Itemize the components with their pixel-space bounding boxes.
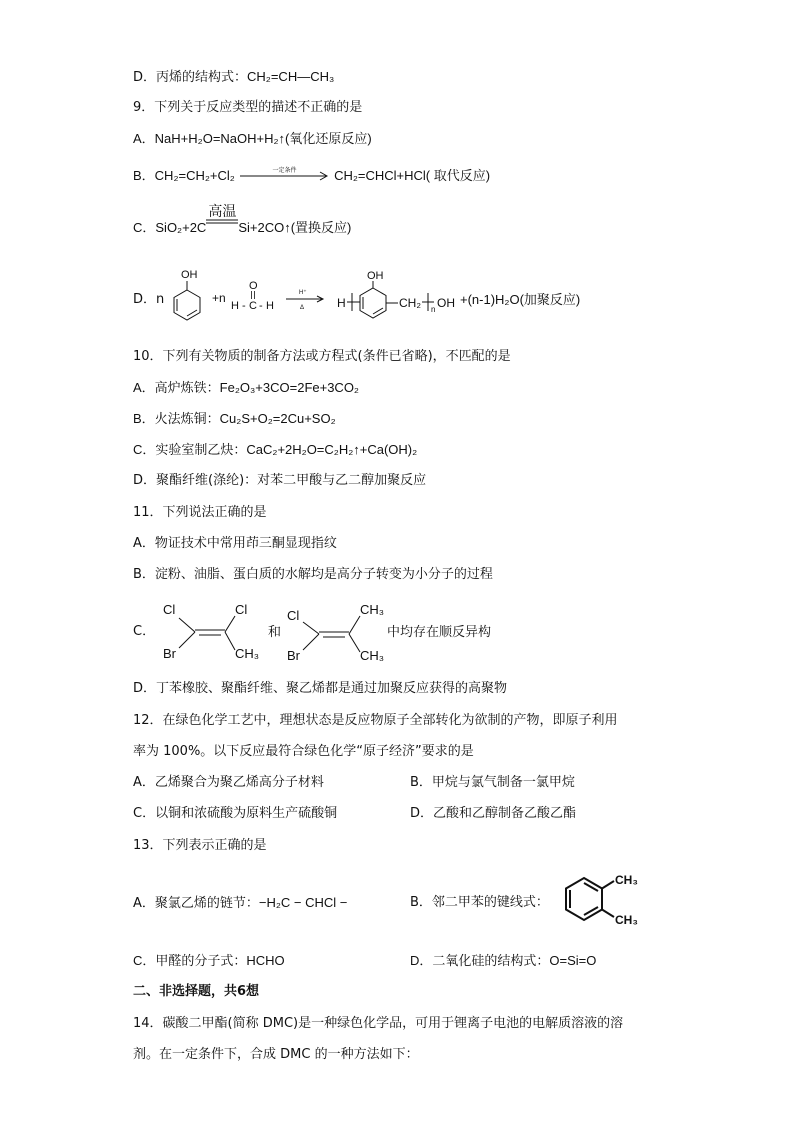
q11-option-c-structures bbox=[155, 598, 515, 668]
q9-option-d-tail: +(n-1)H₂O(加聚反应) bbox=[460, 292, 581, 307]
q9-option-c-condition: 高温 bbox=[208, 203, 237, 219]
q11-option-c-tail: 中均存在顺反异构 bbox=[387, 624, 492, 639]
q13-stem: 13．下列表示正确的是 bbox=[133, 838, 267, 853]
molecule-2 bbox=[287, 602, 384, 663]
formaldehyde-o: O bbox=[249, 280, 258, 292]
q9-option-c-left: SiO₂+2C bbox=[155, 220, 207, 235]
q9-option-b-condition: 一定条件 bbox=[272, 168, 297, 174]
q11-option-a: A．物证技术中常用茚三酮显现指纹 bbox=[133, 536, 337, 551]
q12-option-b: B．甲烷与氯气制备一氯甲烷 bbox=[410, 775, 575, 790]
q9-option-c bbox=[133, 203, 352, 238]
m1-tl: Cl bbox=[163, 602, 176, 617]
q8-option-d-formula: CH₂=CH—CH₃ bbox=[247, 69, 335, 84]
q8-option-d bbox=[133, 67, 334, 88]
product-ch2: CH₂ bbox=[399, 296, 421, 310]
q9-option-b-right: CH₂=CHCl+HCl( 取代反应) bbox=[334, 168, 491, 183]
q11-option-b: B．淀粉、油脂、蛋白质的水解均是高分子转变为小分子的过程 bbox=[133, 567, 493, 582]
q10-option-b: B．火法炼铜：Cu₂S+O₂=2Cu+SO₂ bbox=[133, 411, 336, 426]
q11-stem: 11．下列说法正确的是 bbox=[133, 505, 267, 520]
q10-option-a: A．高炉炼铁：Fe₂O₃+3CO=2Fe+3CO₂ bbox=[133, 380, 359, 395]
polymer-structure bbox=[337, 270, 455, 318]
q9-option-b-arrow bbox=[238, 166, 330, 186]
q12-option-c: C．以铜和浓硫酸为原料生产硫酸铜 bbox=[133, 806, 338, 821]
product-oh: OH bbox=[367, 270, 384, 282]
section-heading: 二、非选择题，共6想 bbox=[133, 984, 260, 999]
q9-option-a: A．NaH+H₂O=NaOH+H₂↑(氧化还原反应) bbox=[133, 131, 372, 146]
q12-stem-line2: 率为 100%。以下反应最符合绿色化学“原子经济”要求的是 bbox=[133, 744, 474, 759]
q13-option-a-formula: −H₂C − CHCl − bbox=[258, 895, 348, 910]
q9-option-b bbox=[133, 166, 490, 186]
q9-option-c-equals bbox=[206, 203, 238, 238]
q13-option-b-label: B．邻二甲苯的键线式： bbox=[410, 895, 549, 910]
o-xylene-structure bbox=[560, 868, 650, 932]
q14-line1: 14．碳酸二甲酯(简称 DMC)是一种绿色化学品，可用于锂离子电池的电解质溶液的溶 bbox=[133, 1016, 624, 1031]
q11-option-c-label: C． bbox=[133, 624, 156, 639]
phenol-structure bbox=[174, 269, 200, 320]
m2-bl: Br bbox=[287, 648, 300, 663]
formaldehyde-h-right: H bbox=[266, 300, 274, 312]
q12-option-a: A．乙烯聚合为聚乙烯高分子材料 bbox=[133, 775, 324, 790]
q12-stem-line1: 12．在绿色化学工艺中，理想状态是反应物原子全部转化为欲制的产物，即原子利用 bbox=[133, 713, 618, 728]
q12-option-d: D．乙酸和乙醇制备乙酸乙酯 bbox=[410, 806, 577, 821]
q11-option-d: D．丁苯橡胶、聚酯纤维、聚乙烯都是通过加聚反应获得的高聚物 bbox=[133, 681, 508, 696]
svg-text:-: - bbox=[242, 300, 246, 312]
reaction-arrow bbox=[286, 289, 323, 311]
q13-option-d: D．二氧化硅的结构式：O=Si=O bbox=[410, 953, 597, 968]
q9-stem: 9．下列关于反应类型的描述不正确的是 bbox=[133, 100, 363, 115]
formaldehyde-h-left: H bbox=[231, 300, 239, 312]
q10-option-d: D．聚酯纤维(涤纶)：对苯二甲酸与乙二醇加聚反应 bbox=[133, 473, 427, 488]
product-oh-end: OH bbox=[437, 296, 455, 310]
q9-option-c-label: C． bbox=[133, 220, 156, 235]
xylene-methyl-2: CH₃ bbox=[615, 913, 638, 927]
q9-option-d-reaction bbox=[160, 266, 600, 330]
q9-option-b-label: B． bbox=[133, 168, 155, 183]
xylene-methyl-1: CH₃ bbox=[615, 873, 638, 887]
m1-tr: Cl bbox=[235, 602, 248, 617]
product-h: H bbox=[337, 296, 346, 310]
q13-option-a-label: A．聚氯乙烯的链节： bbox=[133, 896, 259, 911]
cond-bottom: Δ bbox=[300, 305, 305, 311]
m1-bl: Br bbox=[163, 646, 176, 661]
m2-tr: CH₃ bbox=[360, 602, 385, 617]
formaldehyde-c: C bbox=[249, 300, 257, 312]
phenol-oh: OH bbox=[181, 269, 198, 281]
q10-stem: 10．下列有关物质的制备方法或方程式(条件已省略)，不匹配的是 bbox=[133, 349, 511, 364]
q13-option-c: C．甲醛的分子式：HCHO bbox=[133, 953, 285, 968]
q9-option-d-label: D．n bbox=[133, 292, 165, 307]
cond-top: H⁺ bbox=[299, 290, 307, 296]
m1-br: CH₃ bbox=[235, 646, 260, 661]
q13-option-a bbox=[133, 893, 347, 914]
q8-option-d-label: D．丙烯的结构式： bbox=[133, 70, 248, 85]
m2-br: CH₃ bbox=[360, 648, 385, 663]
q14-line2: 剂。在一定条件下，合成 DMC 的一种方法如下： bbox=[133, 1047, 419, 1062]
and-text: 和 bbox=[268, 624, 282, 639]
q9-option-b-left: CH₂=CH₂+Cl₂ bbox=[154, 168, 235, 183]
svg-text:-: - bbox=[259, 300, 263, 312]
double-line-icon bbox=[206, 218, 238, 238]
molecule-1 bbox=[163, 602, 259, 661]
plus-n: +n bbox=[212, 291, 226, 305]
arrow-icon bbox=[238, 166, 330, 186]
m2-tl: Cl bbox=[287, 608, 300, 623]
q10-option-c: C．实验室制乙炔：CaC₂+2H₂O=C₂H₂↑+Ca(OH)₂ bbox=[133, 442, 418, 457]
product-n: n bbox=[431, 305, 436, 314]
q9-option-c-right: Si+2CO↑(置换反应) bbox=[238, 220, 352, 235]
formaldehyde-structure bbox=[231, 280, 274, 312]
